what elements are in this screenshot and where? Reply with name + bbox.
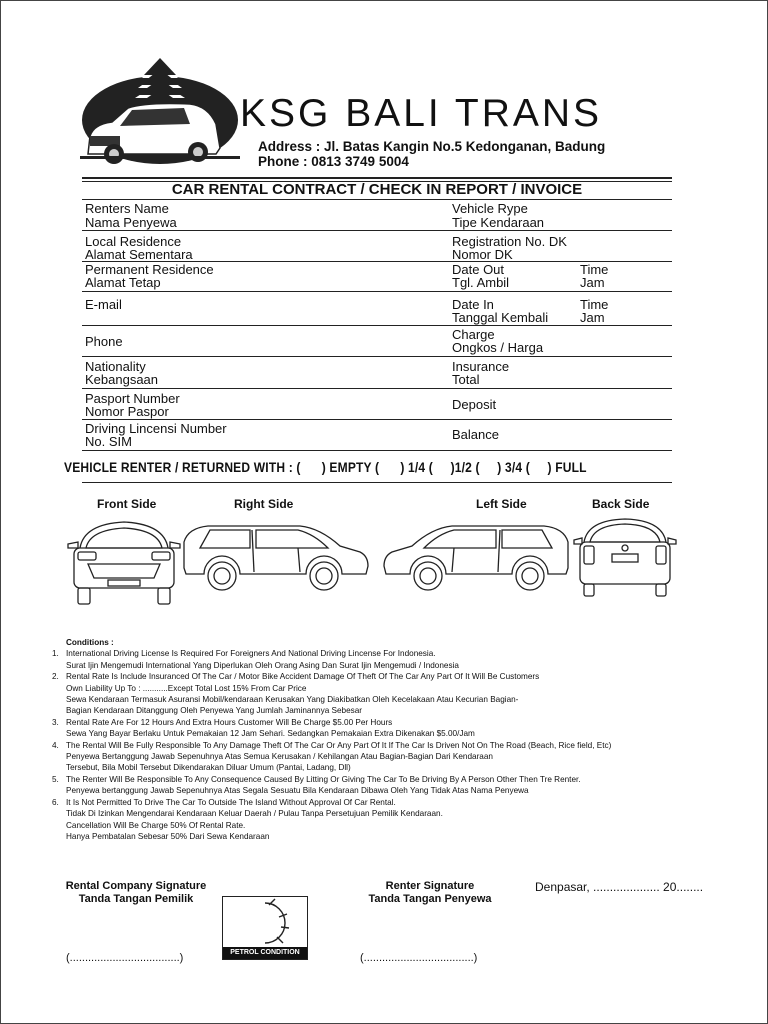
date-line: Denpasar, .................... 20........ — [535, 880, 704, 894]
renter-signature-title: Renter Signature — [385, 880, 475, 892]
company-signature-title: Rental Company Signature — [65, 880, 207, 892]
condition-line: Sewa Yang Bayar Berlaku Untuk Pemakaian 12 Jam Sehari. Sedangkan Pemakaian Extra Dikenakan $5.00/Jam — [66, 729, 475, 739]
condition-number: 6. — [52, 797, 59, 807]
condition-line: Tidak Di Izinkan Mengendarai Kendaraan Keluar Daerah / Pulau Tanpa Persetujuan Pemilik Kendaraan. — [66, 809, 443, 819]
petrol-gauge-box — [222, 896, 308, 960]
condition-line: Hanya Pembatalan Sebesar 50% Dari Sewa Kendaraan — [66, 831, 270, 841]
row-divider — [82, 325, 672, 326]
petrol-level-line: VEHICLE RENTER / RETURNED WITH : ( ) EMPTY ( ) 1/4 ( )1/2 ( ) 3/4 ( ) FULL — [64, 459, 587, 475]
row-divider — [82, 419, 672, 420]
condition-number: 5. — [52, 774, 59, 784]
permanent-residence-label: Permanent Residence — [85, 262, 214, 277]
condition-line: Sewa Kendaraan Termasuk Asuransi Mobil/kendaraan Kerusakan Yang Diakibatkan Oleh Kecelakaan Atau Kecurian Bagian- — [66, 695, 519, 705]
renter-signature-line[interactable]: (....................................) — [360, 952, 478, 964]
car-front-icon — [66, 518, 182, 606]
fuel-gauge-icon — [223, 897, 307, 947]
address-line: Address : Jl. Batas Kangin No.5 Kedonganan, Badung — [258, 139, 606, 154]
condition-line — [52, 671, 752, 682]
nomor-dk-label: Nomor DK — [452, 247, 513, 262]
condition-line — [52, 740, 752, 751]
brand-name: KSG BALI TRANS — [240, 92, 603, 135]
row-divider — [82, 291, 672, 292]
nomor-paspor-label: Nomor Paspor — [85, 404, 169, 419]
registration-label: Registration No. DK — [452, 234, 567, 249]
condition-line: Penyewa Bertanggung Jawab Sepenuhnya Atas Semua Kerusakan / Kehilangan Atau Bagian-Bagian Dari Kendaraan — [66, 752, 493, 762]
passport-label: Pasport Number — [85, 391, 180, 406]
vehicle-type-label: Vehicle Rype — [452, 201, 528, 216]
condition-number: 1. — [52, 649, 59, 659]
row-divider — [82, 388, 672, 389]
condition-line — [52, 717, 752, 728]
condition-text: Rental Rate Are For 12 Hours And Extra Hours Customer Will Be Charge $5.00 Per Hours — [66, 717, 393, 727]
car-back-icon — [572, 516, 678, 598]
renters-name-label: Renters Name — [85, 201, 169, 216]
email-label: E-mail — [85, 297, 122, 312]
nama-penyewa-label: Nama Penyewa — [85, 215, 177, 230]
condition-line — [52, 648, 752, 659]
divider — [82, 177, 672, 179]
phone-line: Phone : 0813 3749 5004 — [258, 154, 409, 169]
row-divider — [82, 356, 672, 357]
balance-label: Balance — [452, 427, 499, 442]
tipe-kendaraan-label: Tipe Kendaraan — [452, 215, 545, 230]
deposit-label: Deposit — [452, 397, 497, 412]
condition-line: Penyewa bertanggung Jawab Sepenuhnya Atas Segala Sesuatu Bila Kendaraan Dibawa Oleh Yang Tidak Atas Nama Penyewa — [66, 786, 529, 796]
condition-number: 2. — [52, 672, 59, 682]
condition-line: Own Liability Up To : ...........Except Total Lost 15% From Car Price — [66, 683, 307, 693]
company-address — [258, 139, 605, 169]
car-left-icon — [382, 520, 572, 592]
condition-line — [52, 774, 752, 785]
front-side-label: Front Side — [97, 497, 157, 511]
renter-signature-subtitle: Tanda Tangan Penyewa — [368, 893, 492, 905]
time-out-label: Time — [580, 262, 609, 277]
petrol-condition-label: PETROL CONDITION — [223, 947, 307, 959]
company-signature-subtitle: Tanda Tangan Pemilik — [78, 893, 194, 905]
row-divider — [82, 450, 672, 451]
right-side-label: Right Side — [234, 497, 294, 511]
condition-number: 4. — [52, 740, 59, 750]
local-residence-label: Local Residence — [85, 234, 182, 249]
logo-icon — [80, 58, 245, 168]
condition-line: Cancellation Will Be Charge 50% Of Rental Rate. — [66, 820, 246, 830]
company-signature-label — [48, 880, 224, 906]
conditions-heading: Conditions : — [66, 638, 114, 647]
condition-text: Rental Rate Is Include Insuranced Of The Car / Motor Bike Accident Damage Of Theft Of The Car Any Part Of It Will Be Customers — [66, 672, 540, 682]
nationality-label: Nationality — [85, 359, 146, 374]
date-out-label: Date Out — [452, 262, 505, 277]
alamat-sementara-label: Alamat Sementara — [85, 247, 193, 262]
tanggal-kembali-label: Tanggal Kembali — [452, 310, 549, 325]
phone-label: Phone — [85, 334, 123, 349]
row-divider — [82, 230, 672, 231]
jam-in-label: Jam — [580, 310, 605, 325]
conditions-section — [52, 637, 752, 842]
row-divider — [82, 482, 672, 483]
left-side-label: Left Side — [476, 497, 527, 511]
company-signature-line[interactable]: (....................................) — [66, 952, 184, 964]
document-title: CAR RENTAL CONTRACT / CHECK IN REPORT / INVOICE — [171, 181, 583, 198]
jam-out-label: Jam — [580, 275, 605, 290]
kebangsaan-label: Kebangsaan — [85, 372, 159, 387]
divider — [82, 199, 672, 200]
back-side-label: Back Side — [592, 497, 650, 511]
condition-text: The Rental Will Be Fully Responsible To Any Damage Theft Of The Car Or Any Part Of It If The Car Is Driven Not On The Road (Beach, Rice field, Etc) — [66, 740, 612, 750]
charge-label: Charge — [452, 327, 495, 342]
date-in-label: Date In — [452, 297, 494, 312]
alamat-tetap-label: Alamat Tetap — [85, 275, 161, 290]
condition-line: Tersebut, Bila Mobil Tersebut Dikendarakan Diluar Umum (Pantai, Ladang, Dll) — [66, 763, 351, 773]
ongkos-label: Ongkos / Harga — [452, 340, 544, 355]
condition-line: Bagian Kendaraan Ditanggung Oleh Penyewa Yang Jumlah Jaminannya Sebesar — [66, 706, 363, 716]
condition-number: 3. — [52, 717, 59, 727]
condition-text: The Renter Will Be Responsible To Any Consequence Caused By Litting Or Giving The Car To Be Driving By A Person Other Then Tre Renter. — [66, 774, 581, 784]
car-right-icon — [180, 520, 370, 592]
insurance-label: Insurance — [452, 359, 510, 374]
time-in-label: Time — [580, 297, 609, 312]
renter-signature-label — [340, 880, 520, 906]
tgl-ambil-label: Tgl. Ambil — [452, 275, 510, 290]
total-label: Total — [452, 372, 480, 387]
condition-line — [52, 797, 752, 808]
condition-line: Surat Ijin Mengemudi International Yang Diperlukan Oleh Orang Asing Dan Surat Ijin Mengemudi / Indonesia — [66, 660, 459, 670]
no-sim-label: No. SIM — [85, 434, 132, 449]
condition-text: It Is Not Permitted To Drive The Car To Outside The Island Without Approval Of Car Rental. — [66, 797, 396, 807]
driving-license-label: Driving Lincensi Number — [85, 421, 227, 436]
condition-text: International Driving License Is Required For Foreigners And National Driving Lincense For Indonesia. — [66, 649, 436, 659]
